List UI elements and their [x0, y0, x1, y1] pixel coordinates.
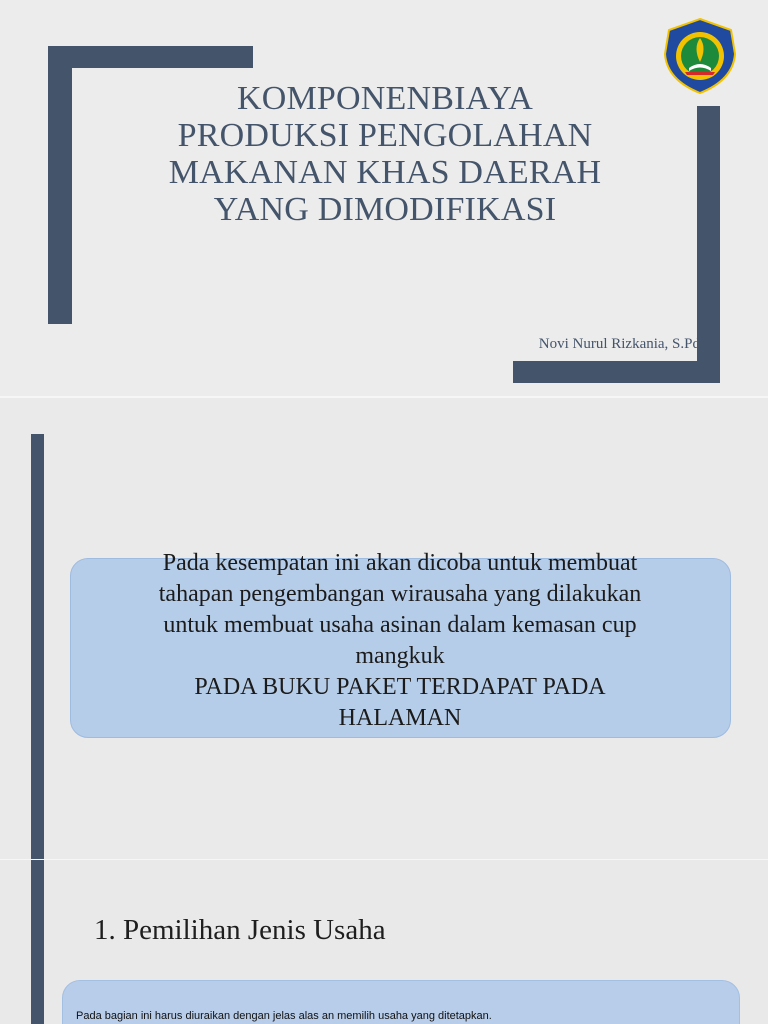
section-box-text: Pada bagian ini harus diuraikan dengan jelas alas an memilih usaha yang ditetapkan. — [76, 1010, 492, 1022]
info-line: mangkuk — [355, 643, 445, 669]
frame-bar-left — [48, 46, 72, 324]
title-line: PRODUKSI PENGOLAHAN — [177, 117, 593, 154]
section-slide — [0, 860, 768, 1024]
university-seal-icon — [661, 16, 739, 96]
info-line: Pada kesempatan ini akan dicoba untuk membuat — [162, 550, 638, 576]
slide-title — [105, 80, 665, 228]
title-line: MAKANAN KHAS DAERAH — [168, 154, 602, 191]
accent-bar-left — [31, 434, 44, 860]
title-line: KOMPONENBIAYA — [236, 80, 534, 117]
section-heading: 1. Pemilihan Jenis Usaha — [94, 914, 386, 946]
frame-bar-bottom-right — [513, 361, 720, 383]
title-line: YANG DIMODIFIKASI — [213, 191, 557, 228]
frame-bar-right — [697, 106, 720, 383]
intro-slide — [0, 398, 768, 860]
info-line: untuk membuat usaha asinan dalam kemasan cup — [163, 612, 637, 638]
info-line: PADA BUKU PAKET TERDAPAT PADA — [194, 674, 606, 700]
author-name: Novi Nurul Rizkania, S.Pd — [538, 336, 700, 352]
title-slide — [0, 0, 768, 398]
info-line: tahapan pengembangan wirausaha yang dilakukan — [158, 581, 642, 607]
accent-bar-left — [31, 860, 44, 1024]
info-line: HALAMAN — [338, 705, 462, 731]
frame-bar-top-left — [48, 46, 253, 68]
info-box-text — [70, 548, 730, 734]
